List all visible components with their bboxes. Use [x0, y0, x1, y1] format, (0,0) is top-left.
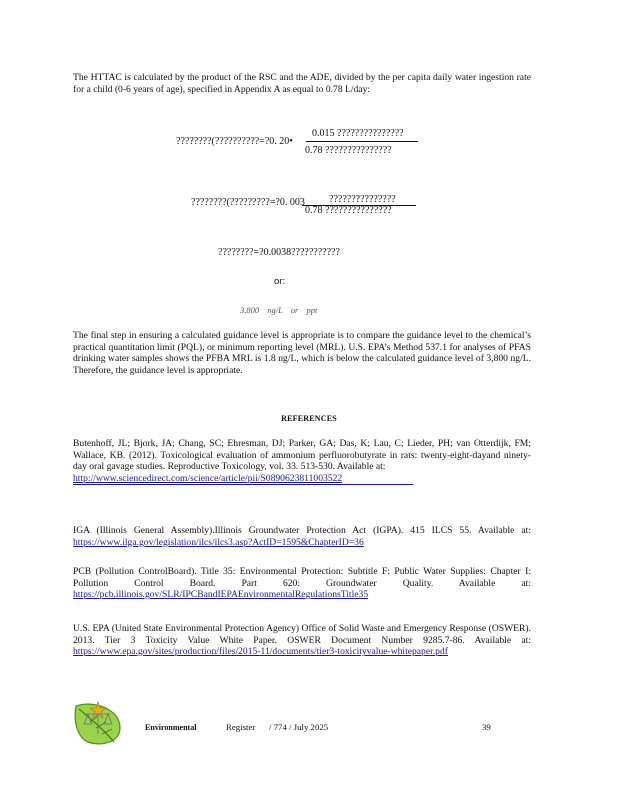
reference-text: Butenhoff, JL; Bjork, JA; Chang, SC; Ehresman, DJ; Parker, GA; Das, K; Lau, C; Lieder, PH; van Otterdijk, FM; Wallace, KB. (2012). Toxicological evaluation of ammonium perfluorobutyrate in rats: twenty-eight-dayand ninety-day oral gavage studies. Reproductive Toxicology, vol. 33. 513-530. Available at: [73, 438, 531, 473]
illinois-register-logo [70, 698, 126, 748]
reference-link[interactable]: https://www.ilga.gov/legislation/ilcs/ilcs3.asp?ActID=1595&ChapterID=36 [73, 536, 364, 548]
references-heading: REFERENCES [281, 414, 337, 423]
intro-paragraph: The HTTAC is calculated by the product of the RSC and the ADE, divided by the per capita daily water ingestion rate for a child (0-6 years of age), specified in Appendix A as equal to 0.78 L/day: [73, 72, 531, 95]
equation-1-numerator: 0.015 ??????????????? [312, 128, 404, 139]
reference-item [73, 623, 531, 658]
reference-item [73, 525, 531, 548]
reference-item [73, 566, 531, 601]
footer-register: Register [226, 722, 256, 732]
equation-2-left: ????????(?????????=?0. 003 [191, 197, 305, 208]
fraction-bar-1 [306, 141, 418, 142]
equation-2-numerator: ??????????????? [329, 194, 396, 205]
reference-item [73, 438, 531, 485]
reference-text: PCB (Pollution ControlBoard). Title 35: Environmental Protection: Subtitle F: Public Water Supplies: Chapter I: Pollution Control Board. Part 620: Groundwater Quality. Available at: [73, 566, 531, 589]
final-step-paragraph: The final step in ensuring a calculated guidance level is appropriate is to compare the guidance level to the chemical’s practical quantitation limit (PQL), or minimum reporting level (MRL). U.S. EPA’s Method 537.1 for analyses of PFAS drinking water samples shows the PFBA MRL is 1.8 ng/L, which is below the calculated guidance level of 3,800 ng/L. Therefore, the guidance level is appropriate. [73, 330, 531, 376]
equation-2-denominator: 0.78 ??????????????? [305, 205, 392, 216]
equation-1-left: ????????(??????????=?0. 20• [176, 136, 293, 147]
or-label: or: [274, 276, 286, 287]
reference-link[interactable]: https://pcb.illinois.gov/SLR/IPCBandIEPAEnvironmentalRegulationsTitle35 [73, 589, 369, 601]
reference-link[interactable]: http://www.sciencedirect.com/science/article/pii/S0890623811003522 [73, 472, 343, 484]
result-value: 3,800 ng/L or ppt [240, 305, 318, 315]
reference-text: IGA (Illinois General Assembly).Illinois Groundwater Protection Act (IGPA). 415 ILCS 55. Available at: [73, 525, 531, 536]
equation-3: ????????=?0.0038??????????? [218, 247, 340, 258]
footer-issue: / 774 / July 2025 [269, 722, 329, 732]
reference-link[interactable]: https://www.epa.gov/sites/production/files/2015-11/documents/tier3-toxicityvalue-whitepaper.pdf [73, 646, 448, 658]
reference-text: U.S. EPA (United State Environmental Protection Agency) Office of Solid Waste and Emergency Response (OSWER). 2013. Tier 3 Toxicity Value White Paper. OSWER Document Number 9285.7-86. Available at: [73, 623, 531, 646]
equation-1-denominator: 0.78 ??????????????? [305, 145, 392, 156]
footer-publication: Environmental [145, 723, 197, 732]
page-number: 39 [482, 722, 491, 732]
